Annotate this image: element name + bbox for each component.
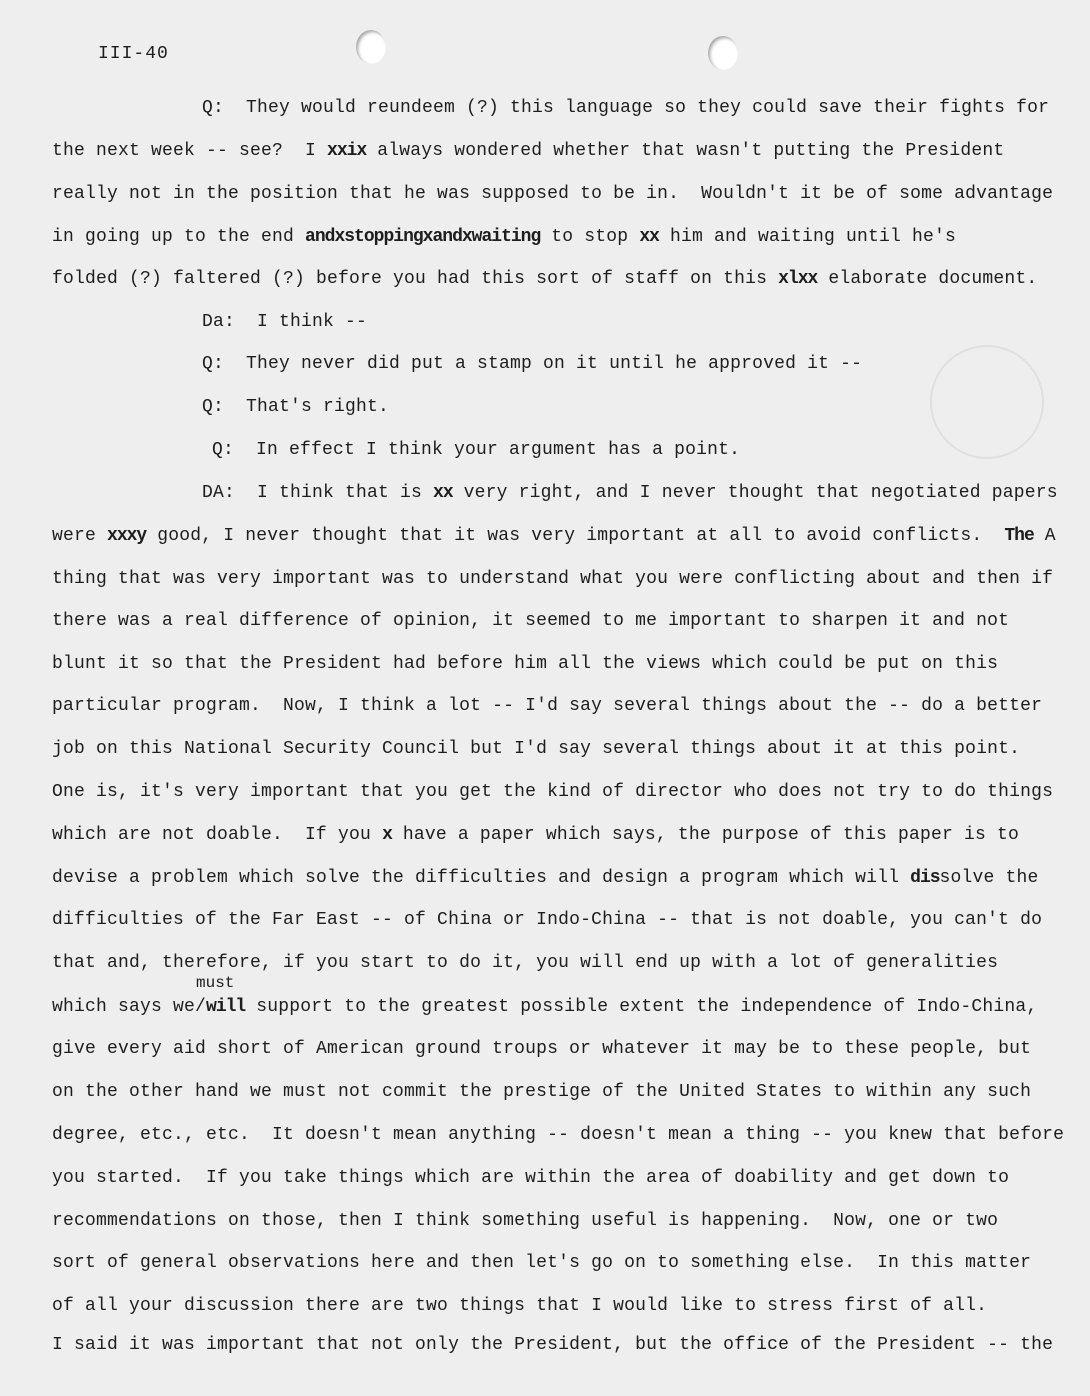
text-line: on the other hand we must not commit the prestige of the United States to within any such (52, 1082, 1032, 1102)
text-line: recommendations on those, then I think something useful is happening. Now, one or two (52, 1211, 999, 1231)
text-line: Q: They would reundeem (?) this language so they could save their fights for (202, 98, 1050, 118)
text-line: sort of general observations here and then let's go on to something else. In this matter (52, 1253, 1032, 1273)
text-line: difficulties of the Far East -- of China or Indo-China -- that is not doable, you can't do (52, 910, 1043, 930)
text-line: give every aid short of American ground troups or whatever it may be to these people, but (52, 1039, 1032, 1059)
text-line: of all your discussion there are two things that I would like to stress first of all. (52, 1296, 988, 1316)
struck-out-text: xlxx (778, 269, 818, 289)
text-line: in going up to the end andxstoppingxandxwaiting to stop xx him and waiting until he's (52, 227, 956, 247)
struck-out-text: xxxy (107, 526, 147, 546)
struck-out-text: xxix (327, 141, 367, 161)
text-line: I said it was important that not only the President, but the office of the President -- the (52, 1335, 1054, 1355)
text-line: degree, etc., etc. It doesn't mean anything -- doesn't mean a thing -- you knew that before (52, 1125, 1065, 1145)
struck-out-text: andxstoppingxandxwaiting (305, 227, 541, 247)
struck-out-text: The (1004, 526, 1034, 546)
text-line: which are not doable. If you x have a paper which says, the purpose of this paper is to (52, 825, 1019, 845)
text-line: particular program. Now, I think a lot -- I'd say several things about the -- do a better (52, 696, 1043, 716)
faint-archive-stamp (930, 345, 1044, 459)
text-line: really not in the position that he was supposed to be in. Wouldn't it be of some advantage (52, 184, 1054, 204)
text-line: Q: In effect I think your argument has a point. (212, 440, 741, 460)
text-line: which says we/will support to the greatest possible extent the independence of Indo-China, (52, 997, 1038, 1017)
punch-hole-right (708, 36, 738, 70)
text-line: blunt it so that the President had before him all the views which could be put on this (52, 654, 999, 674)
text-line: you started. If you take things which are within the area of doability and get down to (52, 1168, 1010, 1188)
struck-out-text: xx (433, 483, 453, 503)
handwritten-insertion: must (196, 974, 235, 992)
punch-hole-left (356, 30, 386, 64)
struck-out-text: xx (639, 227, 659, 247)
text-line: job on this National Security Council but I'd say several things about it at this point. (52, 739, 1021, 759)
text-line: there was a real difference of opinion, it seemed to me important to sharpen it and not (52, 611, 1010, 631)
text-line: Q: They never did put a stamp on it until he approved it -- (202, 354, 863, 374)
text-line: One is, it's very important that you get the kind of director who does not try to do things (52, 782, 1054, 802)
text-line: the next week -- see? I xxix always wondered whether that wasn't putting the President (52, 141, 1005, 161)
struck-out-text: will (206, 997, 246, 1017)
text-line: were xxxy good, I never thought that it was very important at all to avoid conflicts. The A (52, 526, 1056, 546)
text-line: folded (?) faltered (?) before you had this sort of staff on this xlxx elaborate document. (52, 269, 1038, 289)
text-line: Q: That's right. (202, 397, 390, 417)
struck-out-text: dis (910, 868, 940, 888)
page-number: III-40 (98, 44, 169, 64)
text-line: that and, therefore, if you start to do it, you will end up with a lot of generalities (52, 953, 999, 973)
text-line: devise a problem which solve the difficulties and design a program which will dissolve the (52, 868, 1039, 888)
struck-out-text: x (382, 825, 392, 845)
text-line: thing that was very important was to understand what you were conflicting about and then if (52, 569, 1054, 589)
text-line: Da: I think -- (202, 312, 368, 332)
text-line: DA: I think that is xx very right, and I never thought that negotiated papers (202, 483, 1058, 503)
